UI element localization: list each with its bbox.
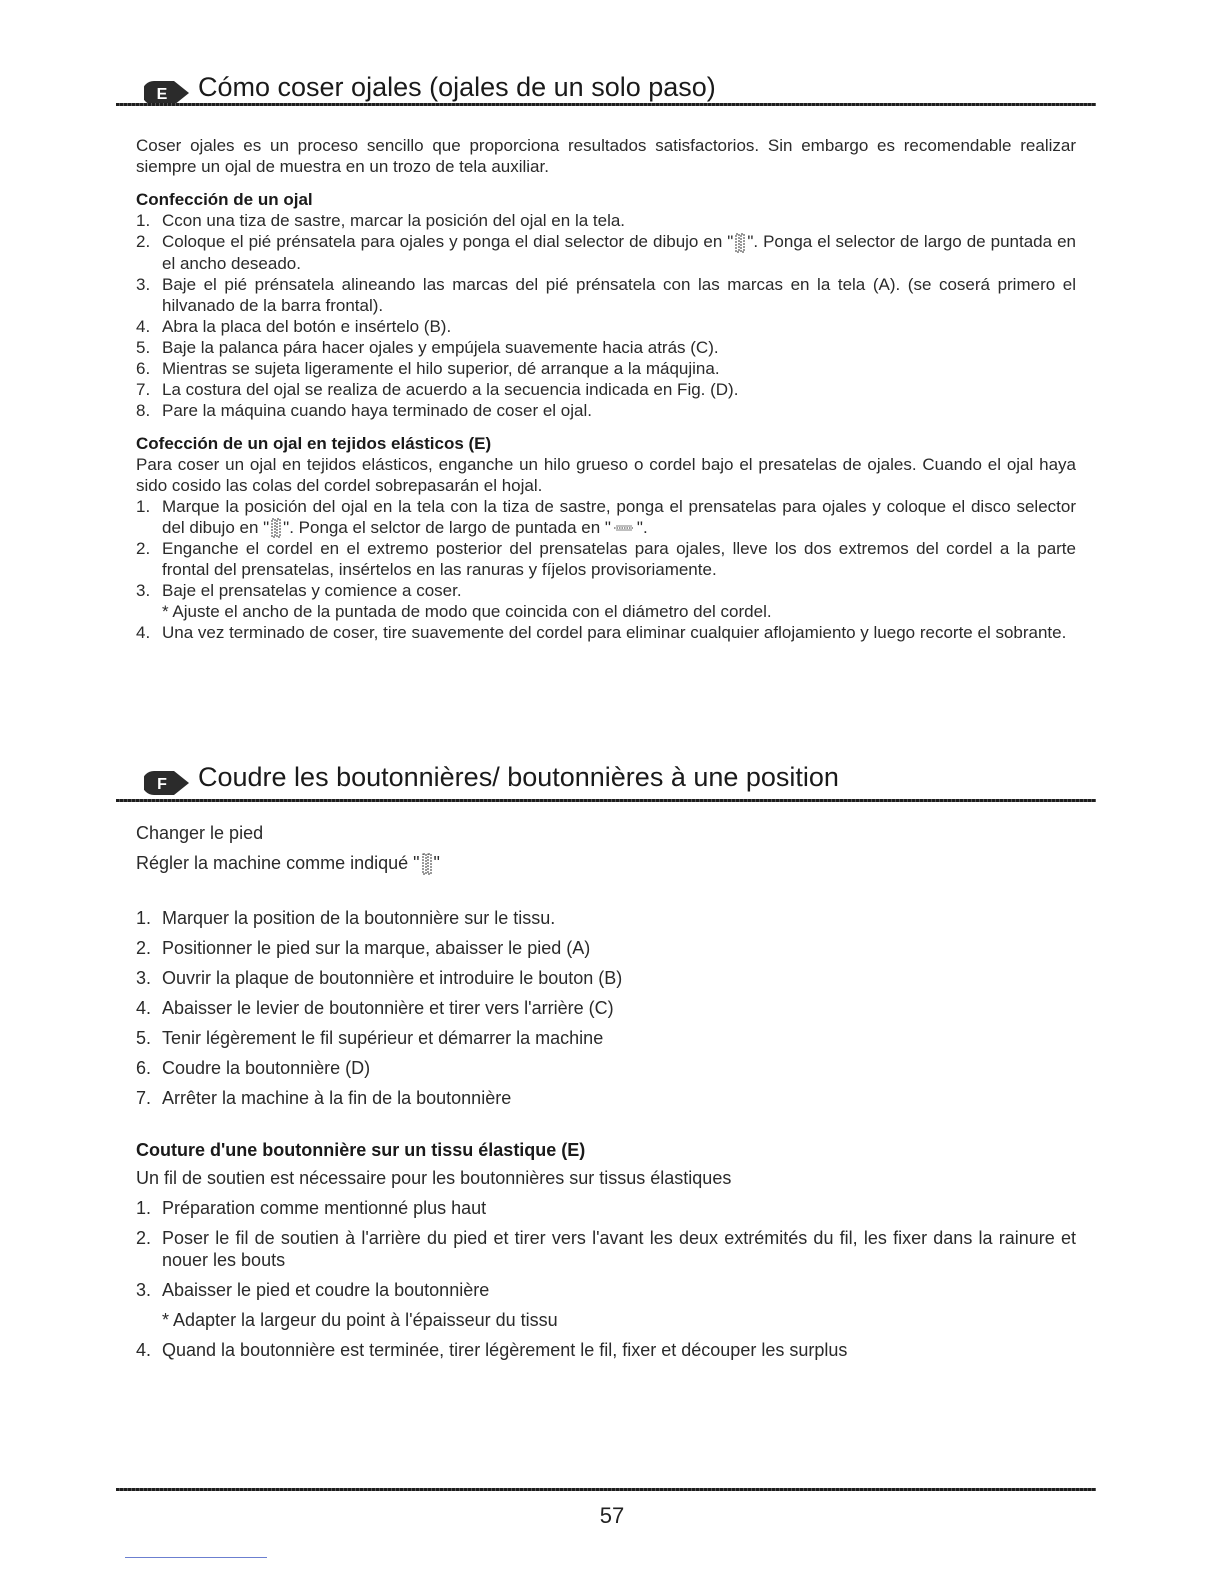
intro-paragraph: Un fil de soutien est nécessaire pour les boutonnières sur tissus élastiques [136, 1168, 732, 1189]
subheading: Cofección de un ojal en tejidos elásticos (E) [136, 433, 492, 453]
list-item: 6. Coudre la boutonnière (D) [136, 1058, 371, 1079]
buttonhole-stitch-icon [735, 233, 745, 253]
text-line: Changer le pied [136, 823, 264, 843]
badge-letter: F [157, 776, 167, 793]
note-item: * Ajuste el ancho de la puntada de modo que coincida con el diámetro del cordel. [162, 602, 772, 622]
buttonhole-stitch-icon [422, 853, 432, 875]
list-item: 2. Positionner le pied sur la marque, abaisser le pied (A) [136, 938, 591, 959]
buttonhole-stitch-icon [271, 518, 281, 538]
list-item: 8. Pare la máquina cuando haya terminado de coser el ojal. [136, 400, 592, 420]
badge-letter: E [156, 86, 168, 103]
list-item: 7. Arrêter la machine à la fin de la boutonnière [136, 1088, 512, 1109]
steps-list [136, 210, 1076, 421]
list-item: 1. Marque la posición del ojal en la tela con la tiza de sastre, ponga el prensatelas para ojales y coloque el disco selector del dibujo en " ". Ponga el selctor de largo de puntada en " ". [136, 496, 1076, 537]
list-item: 5. Tenir légèrement le fil supérieur et démarrer la machine [136, 1028, 604, 1049]
intro-paragraph: Coser ojales es un proceso sencillo que proporciona resultados satisfactorios. Sin embargo es recomendable realizar siempre un ojal de muestra en un trozo de tela auxiliar. [136, 136, 1076, 176]
list-item: 2. Coloque el pié prénsatela para ojales y ponga el dial selector de dibujo en " ". Ponga el selector de largo de puntada en el ancho deseado. [136, 232, 1076, 273]
steps-list [136, 907, 1076, 1109]
list-item: 4. Una vez terminado de coser, tire suavemente del cordel para eliminar cualquier aflojamiento y luego recorte el sobrante. [136, 623, 1067, 643]
subheading: Couture d'une boutonnière sur un tissu élastique (E) [136, 1140, 586, 1161]
stitch-length-icon [613, 523, 635, 533]
list-item: 1. Préparation comme mentionné plus haut [136, 1198, 487, 1219]
section-header-fr [116, 762, 1096, 802]
steps-list [136, 1197, 1076, 1361]
list-item: 4. Abra la placa del botón e insértelo (B). [136, 316, 452, 336]
subheading: Confección de un ojal [136, 190, 313, 209]
list-item: 2. Enganche el cordel en el extremo posterior del prensatelas para ojales, lleve los dos extremos del cordel a la parte frontal del prensatelas, insértelos en las ranuras y fíjelos provisoriamente. [136, 539, 1076, 580]
language-badge-icon [144, 770, 190, 796]
section-divider [116, 103, 1096, 106]
section-header-es [116, 72, 1096, 112]
list-item: 3. Abaisser le pied et coudre la boutonnière [136, 1280, 490, 1301]
list-item: 6. Mientras se sujeta ligeramente el hilo superior, dé arranque a la máqujina. [136, 358, 720, 378]
list-item: 3. Ouvrir la plaque de boutonnière et introduire le bouton (B) [136, 968, 623, 989]
footer-divider [116, 1488, 1096, 1491]
list-item: 2. Poser le fil de soutien à l'arrière du pied et tirer vers l'avant les deux extrémités du fil, les fixer dans la rainure et nouer les bouts [136, 1228, 1076, 1271]
list-item: 3. Baje el pié prénsatela alineando las marcas del pié prénsatela con las marcas en la tela (A). (se coserá primero el hilvanado de la barra frontal). [136, 274, 1076, 315]
section-body-es [136, 135, 1076, 643]
list-item: 5. Baje la palanca pára hacer ojales y empújela suavemente hacia atrás (C). [136, 337, 719, 357]
steps-list [136, 496, 1076, 644]
list-item: 1. Ccon una tiza de sastre, marcar la posición del ojal en la tela. [136, 211, 626, 230]
section-divider [116, 799, 1096, 802]
section-title: Coudre les boutonnières/ boutonnières à une position [198, 762, 839, 792]
note-item: * Adapter la largeur du point à l'épaisseur du tissu [162, 1310, 558, 1331]
list-item: 3. Baje el prensatelas y comience a coser. [136, 581, 462, 601]
list-item: 1. Marquer la position de la boutonnière sur le tissu. [136, 908, 556, 929]
list-item: 4. Quand la boutonnière est terminée, tirer légèrement le fil, fixer et découper les surplus [136, 1340, 848, 1361]
intro-paragraph: Para coser un ojal en tejidos elásticos, enganche un hilo grueso o cordel bajo el presatelas de ojales. Cuando el ojal haya sido cosido las colas del cordel sobrepasarán el hojal. [136, 454, 1076, 495]
text-line: Régler la machine comme indiqué " " [136, 852, 1076, 875]
page-number: 57 [599, 1503, 625, 1528]
section-title: Cómo coser ojales (ojales de un solo paso) [198, 72, 716, 102]
corner-line [125, 1557, 267, 1558]
list-item: 7. La costura del ojal se realiza de acuerdo a la secuencia indicada en Fig. (D). [136, 379, 739, 399]
list-item: 4. Abaisser le levier de boutonnière et tirer vers l'arrière (C) [136, 998, 614, 1019]
section-body-fr [136, 822, 1076, 1369]
